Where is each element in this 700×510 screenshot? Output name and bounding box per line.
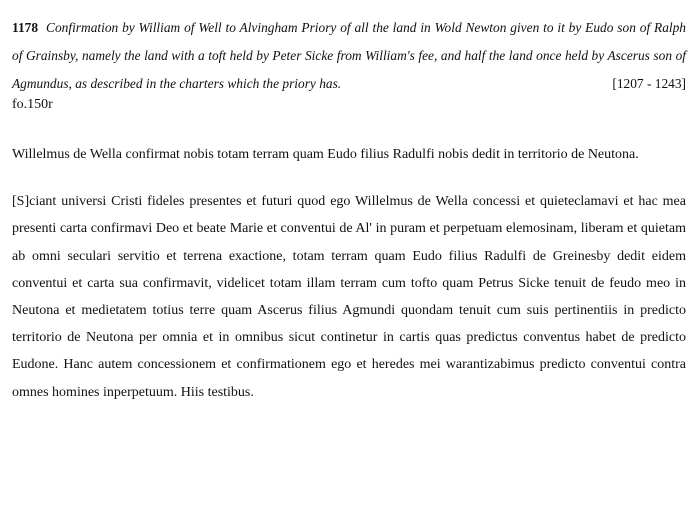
date-range: [1207 - 1243] [612, 76, 686, 91]
abstract-paragraph: Willelmus de Wella confirmat nobis totam terram quam Eudo filius Radulfi nobis dedit in territorio de Neutona. [12, 147, 639, 162]
folio-reference: fo.150r [12, 97, 53, 112]
charter-text-paragraph: [S]ciant universi Cristi fideles presentes et futuri quod ego Willelmus de Wella concessi et quieteclamavi et hac mea presenti carta confirmavi Deo et beate Marie et conventui de Al' in puram et perpetuam elemosinam, liberam et quietam ab omni seculari servitio et terrena exactione, totam terram quam Eudo filius Radulfi de Greinesby dedit eidem conventui et carta sua confirmavit, videlicet totam illam terram cum tofto quam Petrus Sicke tenuit de feudo meo in Neutona et medietatem totius terre quam Ascerus filius Agmundi quondam tenuit cum suis pertinentiis in predicto territorio de Neutona per omnia et in omnibus sicut continetur in cartis quas predictus conventus habet de predicto Eudone. Hanc autem concessionem et confirmationem ego et heredes mei warantizabimus predicto conventui contra omnes homines inperpetuum. Hiis testibus. [12, 194, 686, 400]
entry-header [12, 14, 686, 98]
entry-summary: Confirmation by William of Well to Alvingham Priory of all the land in Wold Newton given to it by Eudo son of Ralph of Grainsby, namely the land with a toft held by Peter Sicke from William's fee, and half the land once held by Ascerus son of Agmundus, as described in the charters which the priory has. [12, 20, 686, 91]
entry-number: 1178 [12, 20, 39, 35]
